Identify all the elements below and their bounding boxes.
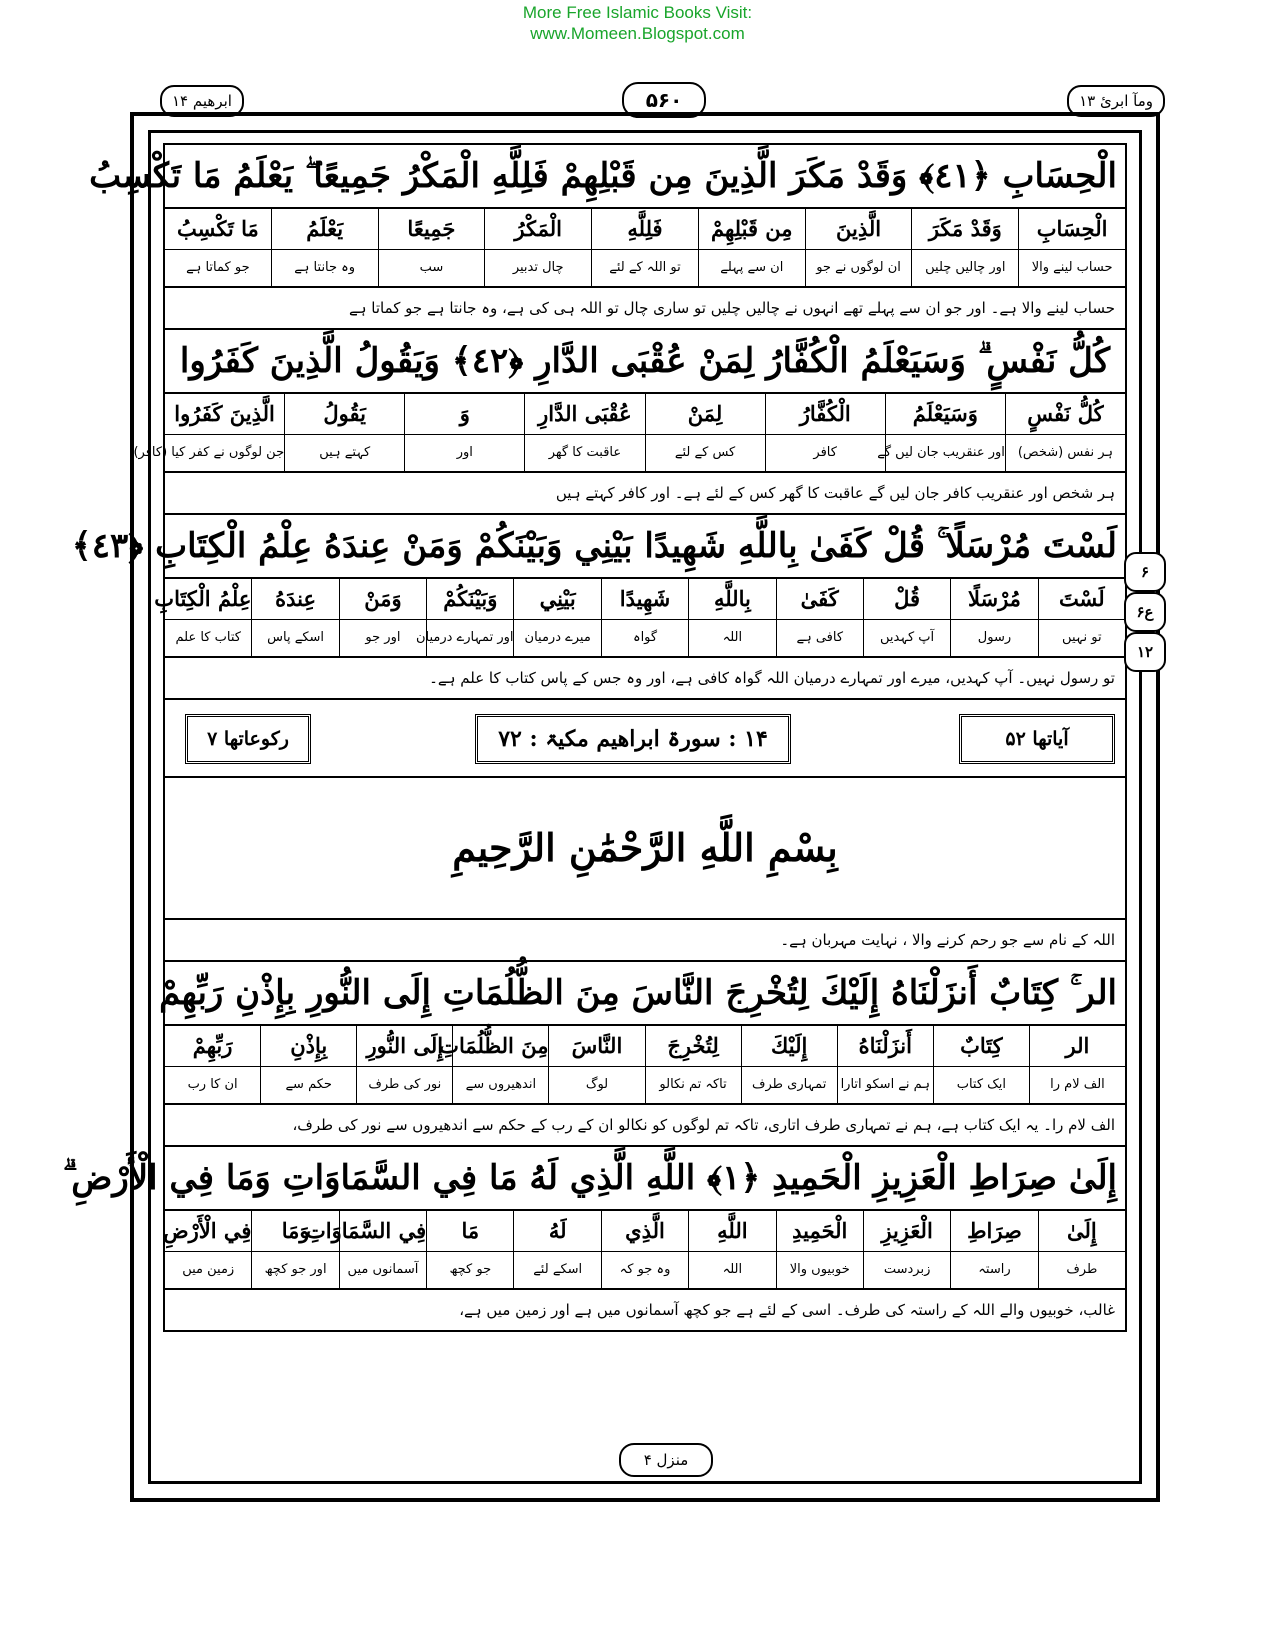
word-cell — [837, 1026, 933, 1103]
word-arabic: إِلَىٰ — [1039, 1211, 1125, 1252]
word-arabic: فِي السَّمَاوَاتِ — [340, 1211, 426, 1252]
word-cell — [339, 579, 426, 656]
ayah-line: الْحِسَابِ ﴿٤١﴾ وَقَدْ مَكَرَ الَّذِينَ مِن قَبْلِهِمْ فَلِلَّهِ الْمَكْرُ جَمِيعًا ۖ يَعْلَمُ مَا تَكْسِبُ — [163, 143, 1127, 207]
word-arabic: وَقَدْ مَكَرَ — [912, 209, 1018, 250]
word-cell — [776, 1211, 863, 1288]
word-cell — [306, 1211, 427, 1288]
translation-line: حساب لینے والا ہے۔ اور جو ان سے پہلے تھے انہوں نے چالیں چلیں تو ساری چال تو اللہ ہی کی ہے، وہ جانتا ہے جو کماتا ہے — [163, 286, 1127, 328]
word-meaning: اندھیروں سے — [465, 1077, 537, 1092]
watermark-line-2: www.Momeen.Blogspot.com — [530, 24, 745, 43]
word-meaning: چال تدبیر — [512, 260, 564, 275]
word-meaning: حکم سے — [285, 1077, 332, 1092]
word-meaning: ان کا رب — [187, 1077, 238, 1092]
word-meaning: تاکہ تم نکالو — [659, 1077, 727, 1092]
word-meaning: گواہ — [632, 630, 658, 645]
page-number: ۵۶۰ — [622, 82, 706, 118]
word-cell — [1018, 209, 1125, 286]
word-arabic: عِلْمُ الْكِتَابِ — [165, 579, 251, 620]
word-arabic: إِلَيْكَ — [742, 1026, 837, 1067]
word-meaning: اور جو — [365, 630, 401, 645]
page-content — [62, 143, 1127, 1441]
word-arabic: الْحَمِيدِ — [777, 1211, 863, 1252]
word-arabic: وَسَيَعْلَمُ — [886, 394, 1005, 435]
word-meaning: طرف — [1066, 1262, 1098, 1277]
ayah-line: الر ۚ كِتَابٌ أَنزَلْنَاهُ إِلَيْكَ لِتُخْرِجَ النَّاسَ مِنَ الظُّلُمَاتِ إِلَى النُّورِ بِإِذْنِ رَبِّهِمْ — [163, 960, 1127, 1024]
word-cell — [877, 394, 1005, 471]
word-arabic: بِإِذْنِ — [261, 1026, 356, 1067]
word-arabic: فَلِلَّهِ — [592, 209, 698, 250]
word-cell — [1005, 394, 1125, 471]
word-meaning: اسکے پاس — [267, 630, 325, 645]
word-arabic: وَمَنْ — [340, 579, 426, 620]
bismillah-translation: اللہ کے نام سے جو رحم کرنے والا ، نہایت مہربان ہے۔ — [163, 918, 1127, 960]
word-arabic: الَّذِينَ كَفَرُوا — [165, 394, 284, 435]
word-meaning: خوبیوں والا — [789, 1262, 850, 1277]
word-cell — [260, 1026, 356, 1103]
juz-running-title: ومآ ابرئ ۱۳ — [1067, 85, 1165, 117]
word-meaning: میرے درمیان — [524, 630, 591, 645]
word-cell — [426, 1211, 513, 1288]
word-meaning: اللہ — [722, 630, 743, 645]
word-cell — [548, 1026, 644, 1103]
word-meaning: زبردست — [883, 1262, 931, 1277]
word-cell — [688, 1211, 775, 1288]
word-cell — [165, 1211, 251, 1288]
surah-ruku-count: رکوعاتھا ۷ — [185, 714, 311, 764]
word-arabic: إِلَى النُّورِ — [357, 1026, 452, 1067]
word-arabic: كِتَابٌ — [934, 1026, 1029, 1067]
word-meaning: نور کی طرف — [368, 1077, 442, 1092]
page-frame — [62, 112, 1160, 1502]
word-cell — [524, 394, 644, 471]
word-arabic: أَنزَلْنَاهُ — [838, 1026, 933, 1067]
word-arabic: الْكُفَّارُ — [766, 394, 885, 435]
word-cell — [165, 1026, 260, 1103]
word-meaning: تمہاری طرف — [752, 1077, 827, 1092]
surah-header — [163, 698, 1127, 776]
word-cell — [284, 394, 404, 471]
word-arabic: يَعْلَمُ — [272, 209, 378, 250]
word-cell — [776, 579, 863, 656]
word-cell — [439, 1026, 549, 1103]
word-cell — [378, 209, 485, 286]
surah-running-title: ابرھیم ۱۴ — [160, 85, 244, 117]
word-arabic: عِندَهُ — [252, 579, 338, 620]
word-meaning: جن لوگوں نے کفر کیا (کافر) — [133, 445, 285, 460]
word-cell — [698, 209, 805, 286]
ayah-line: إِلَىٰ صِرَاطِ الْعَزِيزِ الْحَمِيدِ ﴿١﴾ اللَّهِ الَّذِي لَهُ مَا فِي السَّمَاوَاتِ وَمَا فِي الْأَرْضِ ۗ — [163, 1145, 1127, 1209]
word-arabic: لَهُ — [514, 1211, 600, 1252]
word-meaning: حساب لینے والا — [1031, 260, 1113, 275]
word-arabic: فِي الْأَرْضِ — [165, 1211, 251, 1252]
word-arabic: رَبِّهِمْ — [165, 1026, 260, 1067]
word-arabic: صِرَاطِ — [951, 1211, 1037, 1252]
word-arabic: جَمِيعًا — [379, 209, 485, 250]
word-arabic: يَقُولُ — [285, 394, 404, 435]
word-meaning: ان سے پہلے — [720, 260, 784, 275]
word-cell — [271, 209, 378, 286]
word-cell — [863, 1211, 950, 1288]
word-arabic: شَهِيدًا — [602, 579, 688, 620]
word-meaning: جو کماتا ہے — [186, 260, 250, 275]
word-cell — [356, 1026, 452, 1103]
word-cell — [133, 394, 285, 471]
watermark-line-1: More Free Islamic Books Visit: — [522, 3, 753, 22]
word-cell — [404, 394, 524, 471]
word-meaning: آسمانوں میں — [347, 1262, 419, 1277]
word-arabic: عُقْبَى الدَّارِ — [525, 394, 644, 435]
word-meaning: الف لام را — [1050, 1077, 1105, 1092]
word-arabic: النَّاسَ — [549, 1026, 644, 1067]
word-arabic: مِن قَبْلِهِمْ — [699, 209, 805, 250]
word-arabic: الر — [1030, 1026, 1125, 1067]
word-arabic: كُلُّ نَفْسٍ — [1006, 394, 1125, 435]
word-grid — [133, 392, 1127, 471]
word-meaning: زمین میں — [182, 1262, 235, 1277]
word-arabic: وَ — [405, 394, 524, 435]
word-meaning: اور عنقریب جان لیں گے — [877, 445, 1005, 460]
word-grid — [163, 1209, 1127, 1288]
word-cell — [1038, 1211, 1125, 1288]
word-meaning: ان لوگوں نے جو — [816, 260, 901, 275]
word-meaning: لوگ — [585, 1077, 609, 1092]
word-cell — [645, 1026, 741, 1103]
word-cell — [601, 579, 688, 656]
word-meaning: تو نہیں — [1062, 630, 1102, 645]
word-arabic: قُلْ — [864, 579, 950, 620]
word-meaning: ہر نفس (شخص) — [1017, 445, 1114, 460]
word-grid — [154, 577, 1127, 656]
word-cell — [805, 209, 912, 286]
word-cell — [1038, 579, 1125, 656]
word-cell — [484, 209, 591, 286]
word-arabic: الْعَزِيزِ — [864, 1211, 950, 1252]
word-grid — [163, 207, 1127, 286]
word-meaning: ایک کتاب — [956, 1077, 1007, 1092]
ayah-line: كُلُّ نَفْسٍ ۗ وَسَيَعْلَمُ الْكُفَّارُ لِمَنْ عُقْبَى الدَّارِ ﴿٤٢﴾ وَيَقُولُ الَّذِينَ كَفَرُوا — [163, 328, 1127, 392]
word-meaning: رسول — [977, 630, 1012, 645]
word-arabic: مُرْسَلًا — [951, 579, 1037, 620]
word-meaning: تو اللہ کے لئے — [609, 260, 681, 275]
word-cell — [741, 1026, 837, 1103]
word-cell — [863, 579, 950, 656]
ayah-line: لَسْتَ مُرْسَلًا ۚ قُلْ كَفَىٰ بِاللَّهِ شَهِيدًا بَيْنِي وَبَيْنَكُمْ وَمَنْ عِندَهُ عِلْمُ الْكِتَابِ ﴿٤٣﴾ — [163, 513, 1127, 577]
word-arabic: لِتُخْرِجَ — [646, 1026, 741, 1067]
word-meaning: جو کچھ — [449, 1262, 492, 1277]
translation-line: ہر شخص اور عنقریب کافر جان لیں گے عاقبت کا گھر کس کے لئے ہے۔ اور کافر کہتے ہیں — [163, 471, 1127, 513]
surah-title: ۱۴ : سورۃ ابراھیم مکیۃ : ۷۲ — [475, 714, 791, 764]
margin-mark-top: ۶ — [1124, 552, 1166, 592]
word-arabic: وَبَيْنَكُمْ — [427, 579, 513, 620]
word-cell — [513, 1211, 600, 1288]
word-cell — [911, 209, 1018, 286]
word-meaning: اور تمہارے درمیان — [415, 630, 514, 645]
translation-line: الف لام را۔ یہ ایک کتاب ہے، ہم نے تمہاری طرف اتاری، تاکہ تم لوگوں کو نکالو ان کے رب کے حکم سے اندھیروں سے نور کی طرف، — [163, 1103, 1127, 1145]
bismillah: بِسْمِ اللَّهِ الرَّحْمَٰنِ الرَّحِيمِ — [163, 776, 1127, 918]
word-arabic: الَّذِي — [602, 1211, 688, 1252]
word-arabic: بَيْنِي — [514, 579, 600, 620]
word-arabic: لِمَنْ — [646, 394, 765, 435]
word-meaning: اور چالیں چلیں — [925, 260, 1006, 275]
word-meaning: کہتے ہیں — [319, 445, 371, 460]
word-meaning: وہ جو کہ — [619, 1262, 671, 1277]
word-arabic: مِنَ الظُّلُمَاتِ — [453, 1026, 548, 1067]
translation-line: تو رسول نہیں۔ آپ کہدیں، میرے اور تمہارے درمیان اللہ گواہ کافی ہے، اور وہ جس کے پاس کتاب کا علم ہے۔ — [163, 656, 1127, 698]
word-cell — [251, 579, 338, 656]
word-cell — [933, 1026, 1029, 1103]
word-cell — [591, 209, 698, 286]
word-arabic: مَا تَكْسِبُ — [165, 209, 271, 250]
margin-mark-bottom: ۱۲ — [1124, 632, 1166, 672]
word-meaning: کافی ہے — [796, 630, 844, 645]
manzil-badge: منزل ۴ — [619, 1443, 713, 1477]
word-arabic: الْمَكْرُ — [485, 209, 591, 250]
word-cell — [950, 579, 1037, 656]
word-meaning: اللہ — [722, 1262, 743, 1277]
word-cell — [688, 579, 775, 656]
word-meaning: ہم نے اسکو اتارا — [840, 1077, 930, 1092]
word-arabic: مَا — [427, 1211, 513, 1252]
page-inner-frame — [62, 130, 1142, 1484]
word-cell — [601, 1211, 688, 1288]
word-arabic: الَّذِينَ — [806, 209, 912, 250]
word-meaning: کتاب کا علم — [175, 630, 241, 645]
word-cell — [1029, 1026, 1125, 1103]
ruku-mark: ع۶ — [1124, 592, 1166, 632]
word-meaning: راستہ — [978, 1262, 1011, 1277]
word-cell — [513, 579, 600, 656]
translation-line: غالب، خوبیوں والے اللہ کے راستہ کی طرف۔ اسی کے لئے ہے جو کچھ آسمانوں میں ہے اور زمین میں ہے، — [163, 1288, 1127, 1332]
word-meaning: عاقبت کا گھر — [548, 445, 622, 460]
word-meaning: اور — [456, 445, 473, 460]
word-grid — [163, 1024, 1127, 1103]
word-meaning: سب — [419, 260, 444, 275]
word-arabic: كَفَىٰ — [777, 579, 863, 620]
word-meaning: کس کے لئے — [674, 445, 736, 460]
word-arabic: اللَّهِ — [689, 1211, 775, 1252]
word-cell — [415, 579, 514, 656]
word-meaning: کافر — [813, 445, 837, 460]
word-cell — [154, 579, 252, 656]
word-cell — [765, 394, 885, 471]
word-arabic: لَسْتَ — [1039, 579, 1125, 620]
word-cell — [645, 394, 765, 471]
watermark — [0, 2, 1275, 44]
surah-ayat-count: آیاتھا ۵۲ — [959, 714, 1115, 764]
word-meaning: وہ جانتا ہے — [294, 260, 356, 275]
word-meaning: اور جو کچھ — [264, 1262, 327, 1277]
word-meaning: اسکے لئے — [533, 1262, 583, 1277]
word-arabic: وَمَا — [252, 1211, 338, 1252]
word-cell — [165, 209, 271, 286]
word-cell — [950, 1211, 1037, 1288]
word-arabic: الْحِسَابِ — [1019, 209, 1125, 250]
word-meaning: آپ کہدیں — [880, 630, 935, 645]
word-arabic: بِاللَّهِ — [689, 579, 775, 620]
